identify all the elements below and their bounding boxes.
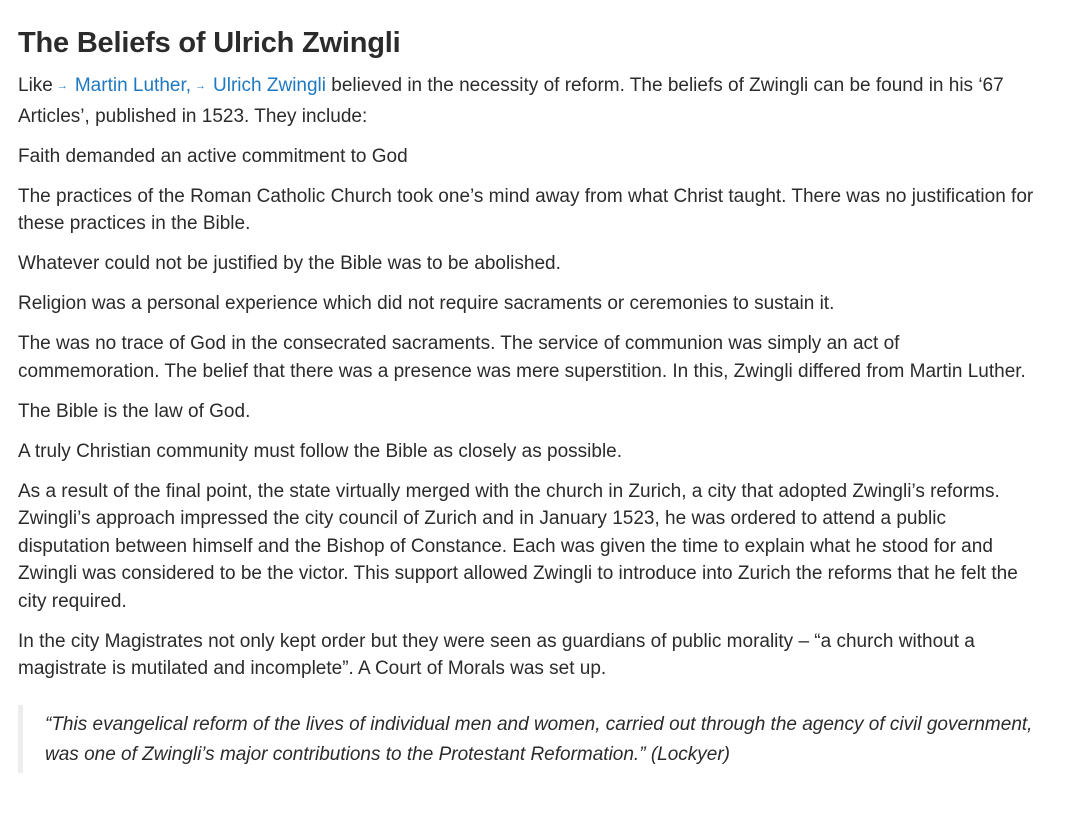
paragraph: The practices of the Roman Catholic Church took one’s mind away from what Christ taught. There was no justification for these practices in the Bible. [18, 185, 1034, 234]
intro-prefix: Like [18, 75, 53, 96]
paragraph: As a result of the final point, the state virtually merged with the church in Zurich, a city that adopted Zwingli’s reforms. Zwingli’s approach impressed the city council of Zurich and in January 1523, he was ordered to attend a public disputation between himself and the Bishop of Constance. Each was given the time to explain what he stood for and Zwingli was considered to be the victor. This support allowed Zwingli to introduce into Zurich the reforms that he felt the city required. [18, 480, 1018, 612]
paragraph: The Bible is the law of God. [18, 400, 251, 422]
paragraph: Whatever could not be justified by the Bible was to be abolished. [18, 253, 561, 274]
link-martin-luther[interactable]: Martin Luther, [74, 75, 192, 96]
article [18, 0, 1038, 773]
intro-paragraph [18, 72, 1038, 130]
paragraph: In the city Magistrates not only kept order but they were seen as guardians of public morality – “a church without a magistrate is mutilated and incomplete”. A Court of Morals was set up. [18, 630, 975, 679]
page-title: The Beliefs of Ulrich Zwingli [18, 27, 401, 59]
paragraph: Religion was a personal experience which did not require sacraments or ceremonies to sustain it. [18, 293, 835, 314]
paragraph: A truly Christian community must follow the Bible as closely as possible. [18, 440, 623, 462]
blockquote: “This evangelical reform of the lives of individual men and women, carried out through the agency of civil government, was one of Zwingli’s major contributions to the Protestant Reformation.” (Lockyer) [18, 705, 1038, 773]
link-ulrich-zwingli[interactable]: Ulrich Zwingli [213, 75, 326, 96]
arrow-right-icon: → [56, 80, 68, 92]
intro-suffix: believed in the necessity of reform. The beliefs of Zwingli can be found in his ‘67 Articles’, published in 1523. They include: [18, 75, 1004, 127]
paragraph: Faith demanded an active commitment to God [18, 145, 408, 167]
paragraph: The was no trace of God in the consecrated sacraments. The service of communion was simply an act of commemoration. The belief that there was a presence was mere superstition. In this, Zwingli differed from Martin Luther. [18, 333, 1026, 382]
arrow-right-icon: → [195, 80, 207, 92]
